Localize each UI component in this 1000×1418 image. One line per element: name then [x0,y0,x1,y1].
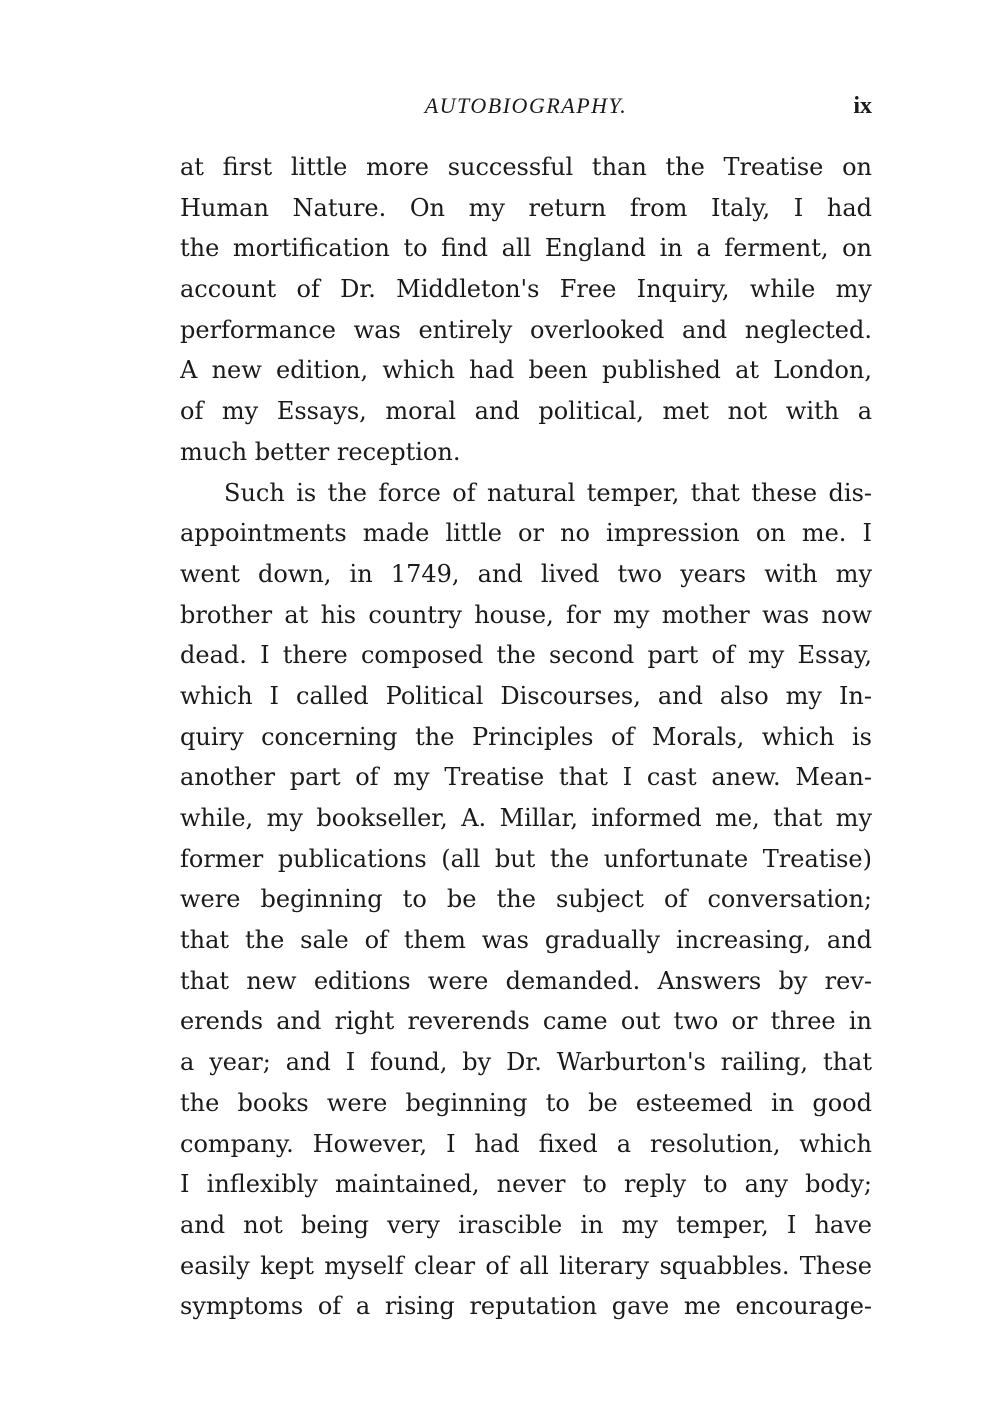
paragraph-2 [180,473,872,1327]
running-title: AUTOBIOGRAPHY. [424,93,628,118]
page-number: ix [853,93,872,119]
text-line: at first little more successful than the Treatise on [180,153,872,181]
text-line: were beginning to be the subject of conversation; [180,885,872,914]
paragraph-1 [180,147,872,473]
text-line: and not being very irascible in my temper, I have [180,1210,872,1239]
text-line: I inflexibly maintained, never to reply to any body; [180,1170,872,1199]
text-line: the mortification to find all England in a ferment, on [180,234,872,263]
text-line: appointments made little or no impression on me. I [180,519,872,548]
text-line: performance was entirely overlooked and neglected. [180,315,872,344]
text-line: easily kept myself clear of all literary squabbles. These [180,1251,872,1280]
text-line: erends and right reverends came out two or three in [180,1007,872,1036]
body-text [180,147,872,1327]
text-line: another part of my Treatise that I cast anew. Mean- [180,763,872,792]
text-line: Such is the force of natural temper, that these dis- [224,478,872,507]
text-line: account of Dr. Middleton's Free Inquiry, while my [180,275,872,304]
text-line: dead. I there composed the second part of my Essay, [180,641,872,670]
text-line: much better reception. [180,437,461,466]
text-line: a year; and I found, by Dr. Warburton's railing, that [180,1048,872,1077]
text-line: that new editions were demanded. Answers by rev- [180,966,872,995]
text-line: symptoms of a rising reputation gave me encourage- [180,1292,872,1321]
text-line: A new edition, which had been published at London, [180,356,872,385]
text-line: company. However, I had fixed a resolution, which [180,1129,872,1158]
text-line: the books were beginning to be esteemed in good [180,1088,872,1117]
text-line: former publications (all but the unfortunate Treatise) [180,844,872,873]
text-line: which I called Political Discourses, and also my In- [180,681,872,710]
text-line: brother at his country house, for my mother was now [180,600,872,629]
text-line: Human Nature. On my return from Italy, I had [180,193,872,222]
text-line: of my Essays, moral and political, met not with a [180,397,872,426]
text-line: that the sale of them was gradually increasing, and [180,926,872,955]
text-line: quiry concerning the Principles of Morals, which is [180,722,872,751]
running-head [180,88,872,124]
text-line: went down, in 1749, and lived two years with my [180,559,872,588]
text-line: while, my bookseller, A. Millar, informed me, that my [180,804,872,832]
